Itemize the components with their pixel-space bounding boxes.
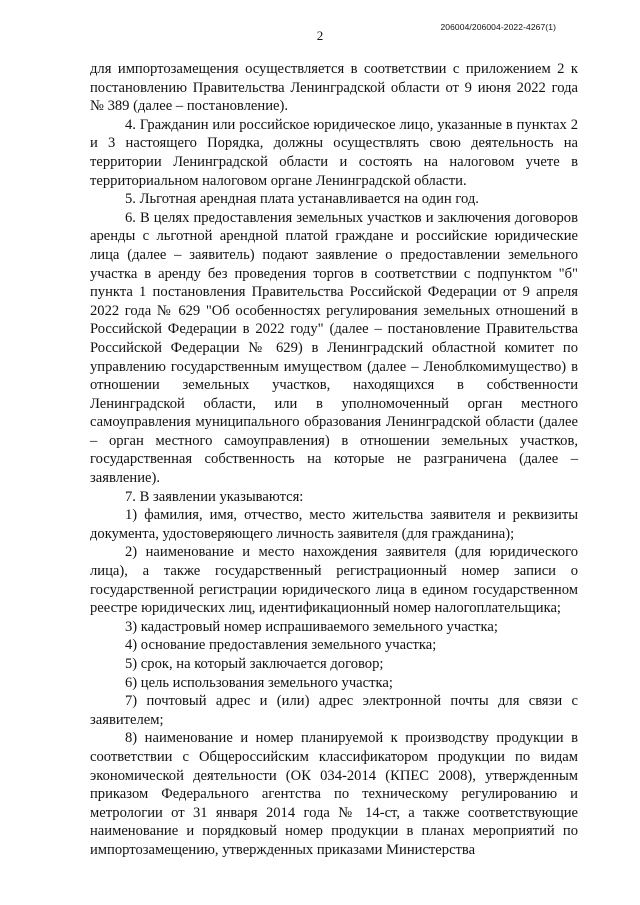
list-item-1: 1) фамилия, имя, отчество, место жительства заявителя и реквизиты документа, удостоверяющего личность заявителя (для гражданина); xyxy=(90,507,578,542)
list-item-4: 4) основание предоставления земельного участка; xyxy=(125,637,437,654)
page-number: 2 xyxy=(316,28,324,43)
paragraph-item-7: 7. В заявлении указываются: xyxy=(125,488,304,505)
paragraph-item-6: 6. В целях предоставления земельных участков и заключения договоров аренды с льготной арендной платой граждане и российские юридические лица (далее – заявитель) подают заявление о предоставлении земельного участка в аренду без проведения торгов в соответствии с подпунктом "б" пункта 1 постановления Правительства Российской Федерации от 9 апреля 2022 года № 629 "Об особенностях регулирования земельных отношений в Российской Федерации в 2022 году" (далее – постановление Правительства Российской Федерации № 629) в Ленинградский областной комитет по управлению государственным имуществом (далее – Леноблкомимущество) в отношении земельных участков, находящихся в собственности Ленинградской области, или в уполномоченный орган местного самоуправления муниципального образования Ленинградской области (далее – орган местного самоуправления) в отношении земельных участков, государственная собственность на которые не разграничена (далее – заявление). xyxy=(90,209,578,487)
document-id: 206004/206004-2022-4267(1) xyxy=(440,22,556,32)
paragraph-item-5: 5. Льготная арендная плата устанавливается на один год. xyxy=(125,191,479,208)
list-item-3: 3) кадастровый номер испрашиваемого земельного участка; xyxy=(125,618,498,635)
list-item-2: 2) наименование и место нахождения заявителя (для юридического лица), а также государственный регистрационный номер записи о государственной регистрации юридического лица в едином государственном реестре юридических лиц, идентификационный номер налогоплательщика; xyxy=(90,544,578,617)
document-body xyxy=(90,60,578,860)
list-item-7: 7) почтовый адрес и (или) адрес электронной почты для связи с заявителем; xyxy=(90,693,578,728)
list-item-8: 8) наименование и номер планируемой к производству продукции в соответствии с Общероссийским классификатором продукции по видам экономической деятельности (ОК 034-2014 (КПЕС 2008), утвержденным приказом Федерального агентства по техническому регулированию и метрологии от 31 января 2014 года № 14-ст, а также соответствующие наименование и порядковый номер продукции в планах мероприятий по импортозамещению, утвержденных приказами Министерства xyxy=(90,730,578,858)
list-item-5: 5) срок, на который заключается договор; xyxy=(125,656,384,672)
paragraph-continuation: для импортозамещения осуществляется в соответствии с приложением 2 к постановлению Правительства Ленинградской области от 9 июня 2022 года № 389 (далее – постановление). xyxy=(90,61,578,115)
paragraph-item-4: 4. Гражданин или российское юридическое лицо, указанные в пунктах 2 и 3 настоящего Порядка, должны осуществлять свою деятельность на территории Ленинградской области и состоять на налоговом учете в территориальном налоговом органе Ленинградской области. xyxy=(90,116,578,189)
list-item-6: 6) цель использования земельного участка; xyxy=(125,674,393,691)
